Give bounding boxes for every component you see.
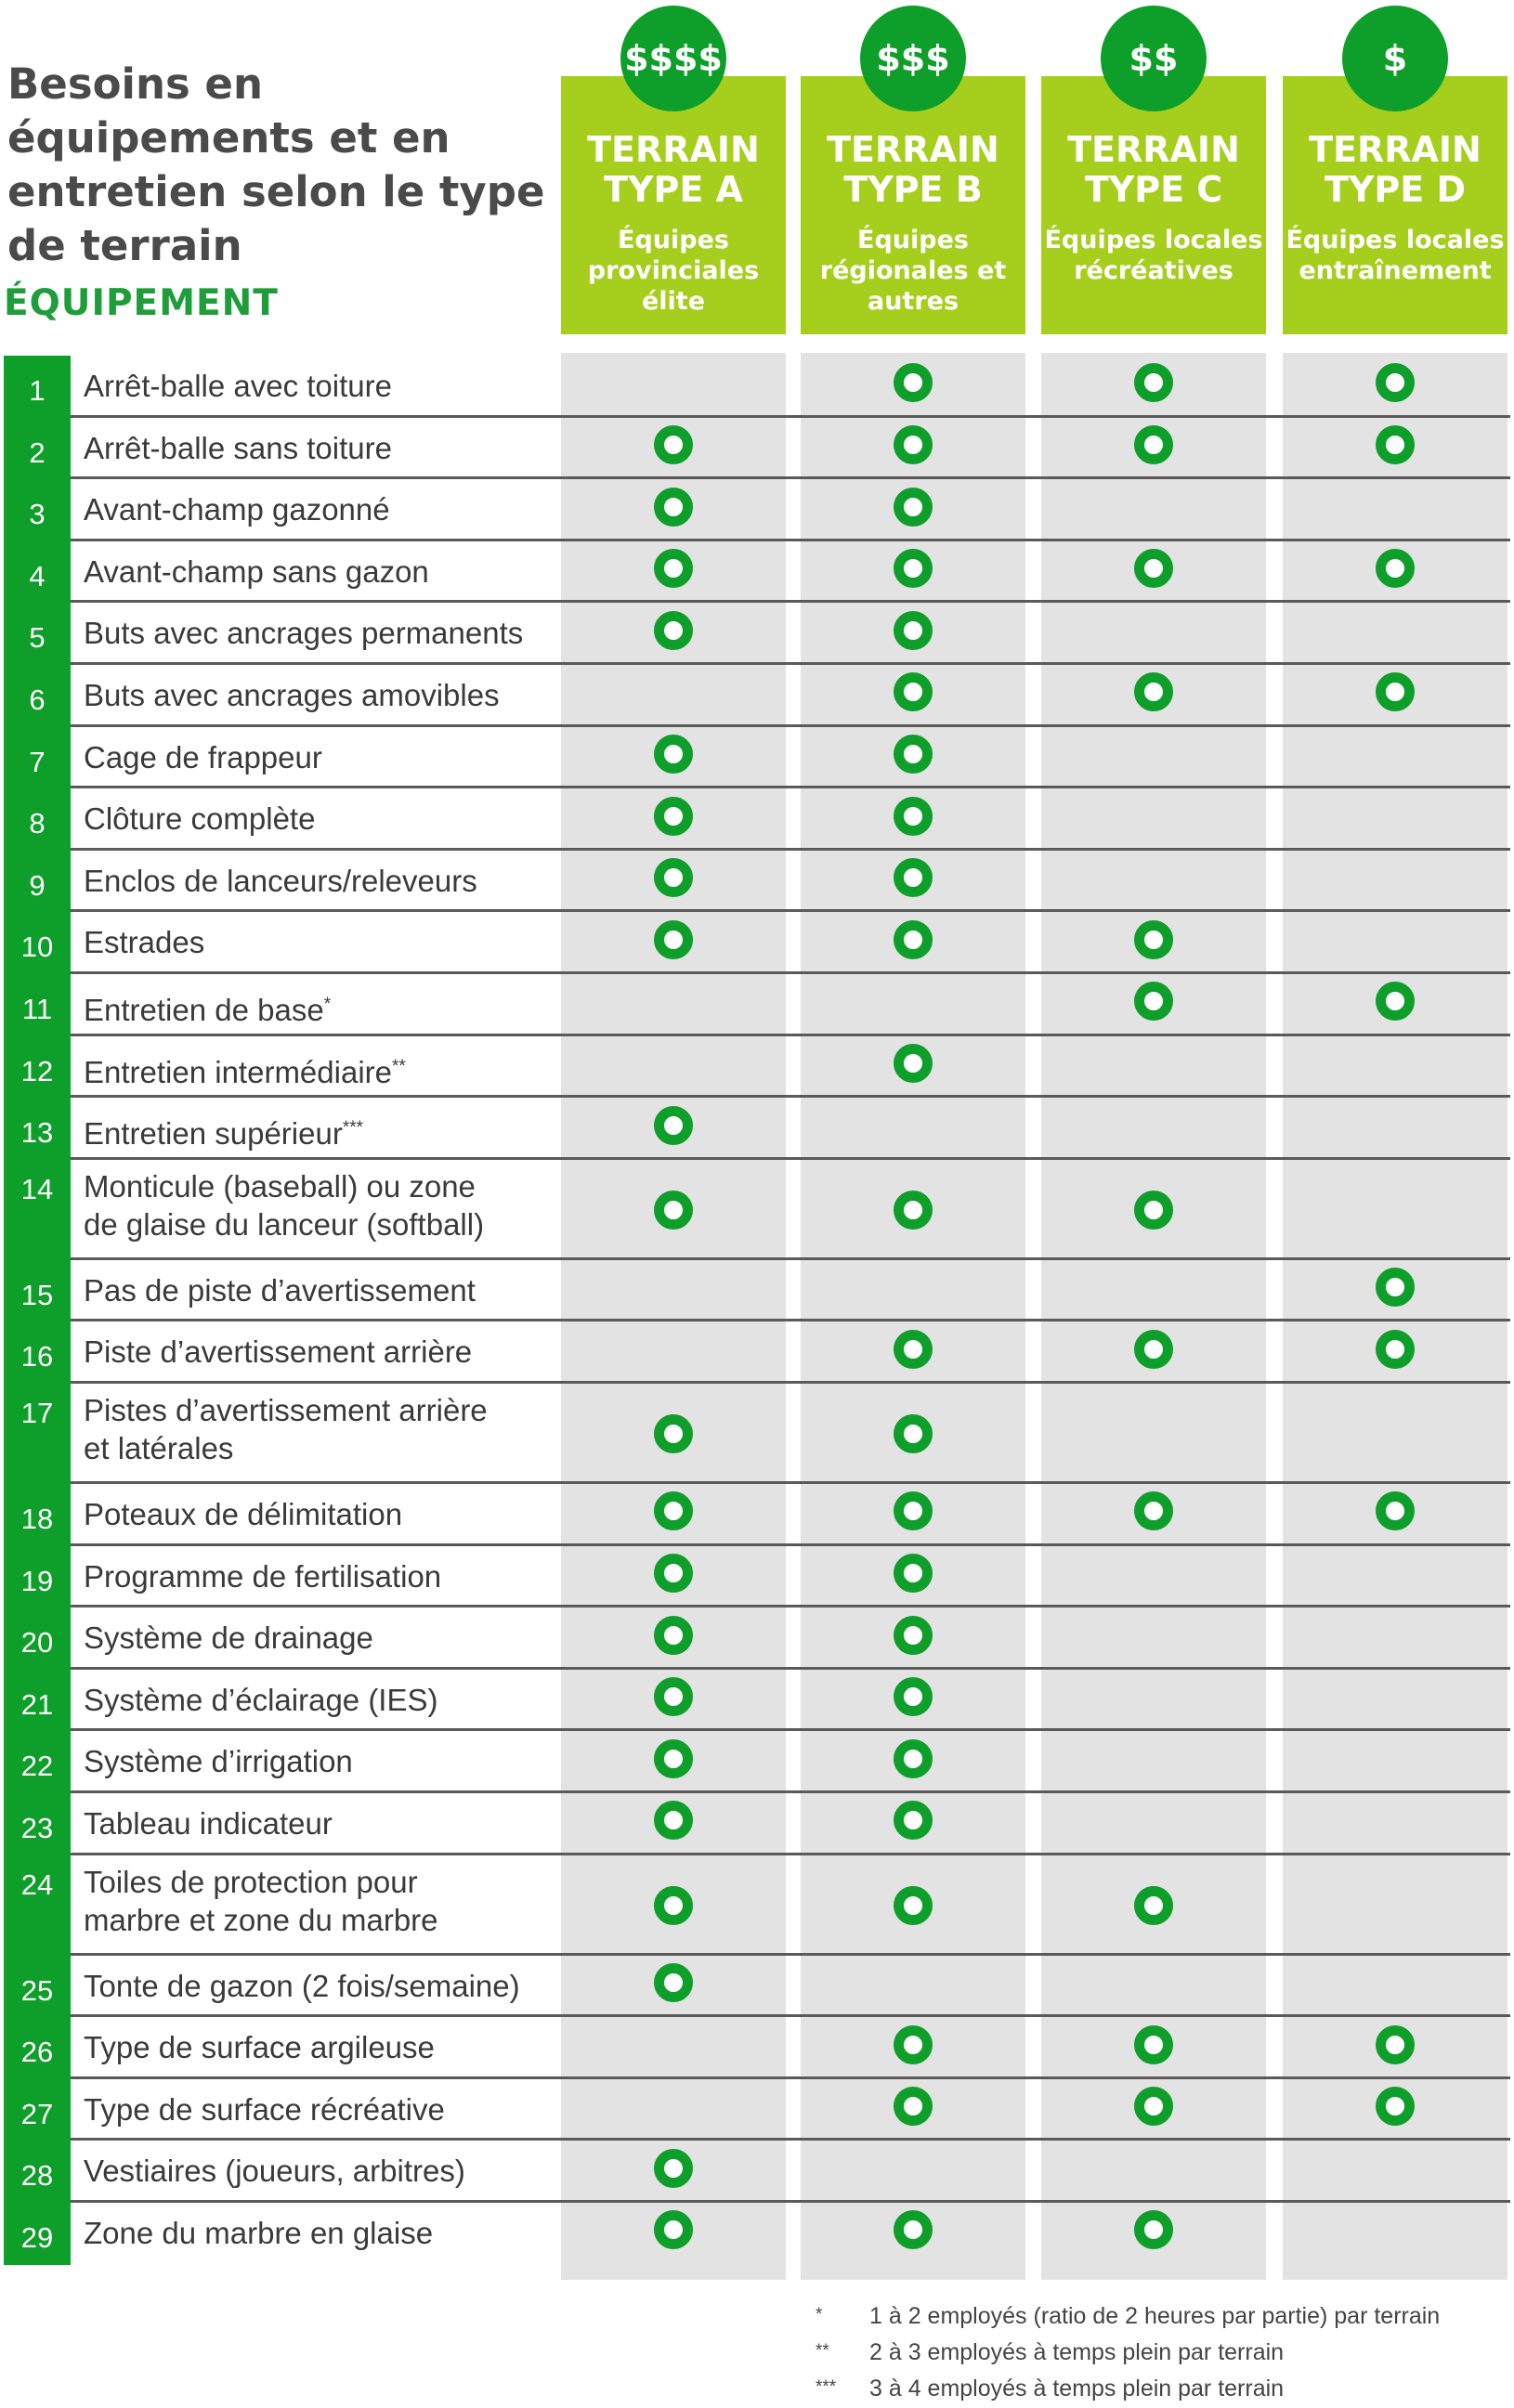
row-number-text: 27 xyxy=(20,2097,54,2130)
footnotes xyxy=(816,2297,1440,2406)
row-label xyxy=(84,1619,373,1657)
check-ring-icon xyxy=(894,920,933,959)
check-ring-icon xyxy=(894,797,933,836)
table-row xyxy=(4,1384,1510,1484)
check-ring-icon xyxy=(654,1414,693,1453)
check-ring-icon xyxy=(654,1491,693,1530)
terrain-subtitle: Équipes locales entraînement xyxy=(1286,226,1505,285)
row-number xyxy=(4,851,71,913)
check-ring-icon xyxy=(894,1044,933,1083)
check-ring-icon xyxy=(654,858,693,897)
column-header-terrain-d xyxy=(1283,76,1507,334)
row-label-text: Buts avec ancrages permanents xyxy=(84,616,524,651)
row-label-text: Poteaux de délimitation xyxy=(84,1497,403,1531)
check-ring-icon xyxy=(1376,982,1415,1021)
check-ring-icon xyxy=(654,797,693,836)
row-label xyxy=(84,1391,488,1467)
check-ring-icon xyxy=(654,1739,693,1778)
row-label xyxy=(84,1495,402,1533)
table-row xyxy=(4,603,1510,665)
table-row xyxy=(4,1793,1510,1855)
footnote-reference: *** xyxy=(342,1118,364,1139)
row-number-text: 17 xyxy=(20,1397,54,1429)
row-number xyxy=(4,1098,71,1160)
table-row xyxy=(4,1484,1510,1546)
row-label-text: Pas de piste d’avertissement xyxy=(84,1272,476,1308)
row-label xyxy=(84,923,204,961)
table-row xyxy=(4,1670,1510,1732)
row-number-text: 10 xyxy=(20,931,54,964)
check-ring-icon xyxy=(894,1739,933,1778)
equipment-column-header: ÉQUIPEMENT xyxy=(4,282,279,324)
row-label-text: Clôture complète xyxy=(84,801,316,837)
check-ring-icon xyxy=(654,1963,693,2002)
table-row xyxy=(4,1956,1510,2018)
terrain-subtitle: Équipes locales récréatives xyxy=(1044,226,1263,285)
table-row xyxy=(4,1036,1510,1099)
row-label xyxy=(84,2152,465,2190)
row-label xyxy=(84,2028,435,2066)
row-number-text: 22 xyxy=(20,1750,54,1783)
row-number-text: 3 xyxy=(29,498,46,531)
row-number xyxy=(4,665,71,727)
check-ring-icon xyxy=(894,735,933,774)
table-row xyxy=(4,1855,1510,1956)
row-label xyxy=(84,1681,437,1719)
row-number xyxy=(4,2203,71,2265)
check-ring-icon xyxy=(1134,1191,1173,1230)
check-ring-icon xyxy=(654,549,693,588)
table-row xyxy=(4,2079,1510,2141)
column-header-terrain-c xyxy=(1041,76,1266,334)
row-number-text: 24 xyxy=(20,1868,54,1901)
row-label xyxy=(84,614,523,652)
row-number-text: 28 xyxy=(20,2159,54,2193)
row-number xyxy=(4,1855,71,1956)
row-number-text: 16 xyxy=(20,1340,54,1373)
row-number xyxy=(4,1956,71,2018)
check-ring-icon xyxy=(654,1106,693,1145)
check-ring-icon xyxy=(894,488,933,527)
terrain-name: TERRAIN TYPE D xyxy=(1309,129,1481,210)
row-label xyxy=(84,800,315,838)
row-number xyxy=(4,541,71,604)
row-label xyxy=(84,367,392,405)
row-label-text: Enclos de lanceurs/releveurs xyxy=(84,863,477,898)
row-number-text: 8 xyxy=(29,807,46,840)
row-label xyxy=(84,676,500,714)
row-label xyxy=(84,1742,353,1780)
check-ring-icon xyxy=(894,1616,933,1655)
row-label-text: Entretien intermédiaire xyxy=(84,1054,392,1089)
row-label-text-line2: de glaise du lanceur (softball) xyxy=(84,1206,485,1242)
row-number xyxy=(4,1793,71,1855)
row-label-text: Cage de frappeur xyxy=(84,739,322,774)
footnote-3 xyxy=(816,2370,1440,2406)
check-ring-icon xyxy=(654,735,693,774)
table-row xyxy=(4,1260,1510,1322)
row-label-text: Toiles de protection pour xyxy=(84,1864,418,1899)
check-ring-icon xyxy=(654,1801,693,1840)
terrain-subtitle: Équipes provinciales élite xyxy=(587,226,760,316)
row-label-text: Entretien supérieur xyxy=(84,1116,343,1152)
terrain-name: TERRAIN TYPE C xyxy=(1067,129,1240,210)
column-header-terrain-b xyxy=(801,76,1025,334)
row-number xyxy=(4,1484,71,1546)
row-label-text: Pistes d’avertissement arrière xyxy=(84,1393,488,1427)
row-label-text: Zone du marbre en glaise xyxy=(84,2216,434,2250)
row-number-text: 2 xyxy=(29,436,46,469)
check-ring-icon xyxy=(654,2210,693,2249)
footnote-1 xyxy=(816,2297,1440,2334)
check-ring-icon xyxy=(1376,1491,1415,1530)
price-badge: $$$ xyxy=(860,6,966,111)
check-ring-icon xyxy=(894,1414,933,1453)
footnote-text: 2 à 3 employés à temps plein par terrain xyxy=(869,2339,1285,2365)
check-ring-icon xyxy=(1134,2087,1173,2126)
check-ring-icon xyxy=(894,611,933,650)
table-row xyxy=(4,1321,1510,1384)
row-number-text: 14 xyxy=(20,1172,54,1205)
check-ring-icon xyxy=(654,425,693,464)
check-ring-icon xyxy=(894,1491,933,1530)
row-label xyxy=(84,1557,441,1595)
row-label-text-line2: et latérales xyxy=(84,1431,234,1465)
check-ring-icon xyxy=(894,858,933,897)
check-ring-icon xyxy=(1134,1886,1173,1925)
table-row xyxy=(4,418,1510,480)
check-ring-icon xyxy=(894,363,933,402)
footnote-marker: ** xyxy=(816,2341,829,2361)
row-label-text: Système de drainage xyxy=(84,1621,373,1656)
table-row xyxy=(4,788,1510,851)
row-number xyxy=(4,603,71,665)
check-ring-icon xyxy=(894,1191,933,1230)
footnote-reference: ** xyxy=(392,1056,406,1076)
table-row xyxy=(4,2203,1510,2265)
footnote-marker: * xyxy=(816,2305,823,2324)
table-row xyxy=(4,1731,1510,1793)
check-ring-icon xyxy=(1376,425,1415,464)
row-label xyxy=(84,985,331,1029)
check-ring-icon xyxy=(654,1886,693,1925)
check-ring-icon xyxy=(654,2149,693,2188)
row-number-text: 18 xyxy=(20,1503,54,1535)
price-badge: $$$$ xyxy=(620,6,726,111)
row-number-text: 5 xyxy=(29,621,46,655)
row-number-text: 6 xyxy=(29,683,46,716)
row-number-text: 26 xyxy=(20,2036,54,2069)
row-label xyxy=(84,1333,472,1371)
row-number-text: 7 xyxy=(29,745,46,778)
check-ring-icon xyxy=(1134,2025,1173,2064)
check-ring-icon xyxy=(894,2087,933,2126)
table-row xyxy=(4,1098,1510,1160)
row-label xyxy=(84,1863,438,1939)
check-ring-icon xyxy=(1134,920,1173,959)
row-label-text: Système d’éclairage (IES) xyxy=(84,1682,438,1717)
check-ring-icon xyxy=(654,1677,693,1716)
table-row xyxy=(4,974,1510,1036)
table-row xyxy=(4,541,1510,604)
row-number xyxy=(4,418,71,480)
terrain-name: TERRAIN TYPE B xyxy=(827,129,999,210)
row-number-text: 29 xyxy=(20,2221,54,2254)
row-label xyxy=(84,1804,333,1842)
check-ring-icon xyxy=(894,2025,933,2064)
row-label-text: Entretien de base xyxy=(84,993,324,1027)
row-label-text: Monticule (baseball) ou zone xyxy=(84,1168,476,1204)
row-number-text: 4 xyxy=(29,559,46,592)
row-label-text: Type de surface récréative xyxy=(84,2091,445,2127)
row-number-text: 9 xyxy=(29,868,46,902)
row-label-text: Buts avec ancrages amovibles xyxy=(84,678,500,712)
row-label-text: Arrêt-balle sans toiture xyxy=(84,430,392,465)
row-label-text: Système d’irrigation xyxy=(84,1744,353,1779)
table-row xyxy=(4,2017,1510,2079)
row-number xyxy=(4,2017,71,2079)
row-label-text: Arrêt-balle avec toiture xyxy=(84,369,392,403)
row-number-text: 12 xyxy=(20,1054,54,1087)
check-ring-icon xyxy=(654,611,693,650)
check-ring-icon xyxy=(894,1677,933,1716)
check-ring-icon xyxy=(1376,2087,1415,2126)
row-label-text: Programme de fertilisation xyxy=(84,1558,442,1594)
row-number-text: 25 xyxy=(20,1973,54,2007)
row-label xyxy=(84,553,429,591)
footnote-reference: * xyxy=(323,995,332,1014)
row-label xyxy=(84,1048,406,1091)
row-number-text: 11 xyxy=(21,993,53,1025)
row-number xyxy=(4,1546,71,1608)
row-number xyxy=(4,1731,71,1793)
row-number-text: 19 xyxy=(20,1564,54,1597)
row-label-text: Avant-champ gazonné xyxy=(84,492,390,527)
table-row xyxy=(4,1608,1510,1670)
price-badge: $$ xyxy=(1101,6,1207,111)
footnote-text: 1 à 2 employés (ratio de 2 heures par partie) par terrain xyxy=(869,2303,1441,2329)
check-ring-icon xyxy=(1134,425,1173,464)
row-label xyxy=(84,1109,363,1152)
row-label xyxy=(84,2090,445,2128)
table-row xyxy=(4,1160,1510,1260)
table-row xyxy=(4,1546,1510,1608)
check-ring-icon xyxy=(1376,549,1415,588)
row-label-text: Piste d’avertissement arrière xyxy=(84,1334,473,1370)
check-ring-icon xyxy=(1376,363,1415,402)
check-ring-icon xyxy=(654,1616,693,1655)
check-ring-icon xyxy=(654,488,693,527)
check-ring-icon xyxy=(894,1330,933,1369)
row-label xyxy=(84,1167,484,1243)
row-number-text: 13 xyxy=(20,1116,54,1150)
check-ring-icon xyxy=(1376,2025,1415,2064)
row-number xyxy=(4,1160,71,1260)
row-number xyxy=(4,727,71,789)
row-number xyxy=(4,974,71,1036)
row-number-text: 21 xyxy=(20,1687,54,1721)
row-label xyxy=(84,429,392,467)
row-number xyxy=(4,2079,71,2141)
row-number xyxy=(4,2141,71,2203)
row-label xyxy=(84,862,477,900)
row-number-text: 23 xyxy=(20,1812,54,1844)
page-title: Besoins en équipements et en entretien selon le type de terrain xyxy=(7,59,545,270)
check-ring-icon xyxy=(894,1886,933,1925)
check-ring-icon xyxy=(1134,982,1173,1021)
check-ring-icon xyxy=(894,2210,933,2249)
check-ring-icon xyxy=(1134,2210,1173,2249)
footnote-2 xyxy=(816,2334,1440,2370)
row-label-text-line2: marbre et zone du marbre xyxy=(84,1902,438,1937)
check-ring-icon xyxy=(1376,1330,1415,1369)
table-row xyxy=(4,912,1510,974)
check-ring-icon xyxy=(894,672,933,711)
check-ring-icon xyxy=(894,425,933,464)
check-ring-icon xyxy=(1134,1491,1173,1530)
row-number-text: 1 xyxy=(29,374,46,407)
check-ring-icon xyxy=(1376,1268,1415,1307)
row-label xyxy=(84,738,322,776)
check-ring-icon xyxy=(1134,549,1173,588)
check-ring-icon xyxy=(654,1191,693,1230)
terrain-subtitle: Équipes régionales et autres xyxy=(819,226,1007,316)
row-number xyxy=(4,1321,71,1384)
column-header-terrain-a xyxy=(561,76,786,334)
footnote-marker: *** xyxy=(816,2377,837,2397)
row-label xyxy=(84,490,390,528)
row-number xyxy=(4,1670,71,1732)
check-ring-icon xyxy=(894,1554,933,1593)
row-label-text: Type de surface argileuse xyxy=(84,2030,435,2065)
footnote-text: 3 à 4 employés à temps plein par terrain xyxy=(869,2375,1285,2401)
price-badge: $ xyxy=(1342,6,1448,111)
check-ring-icon xyxy=(1376,672,1415,711)
table-row xyxy=(4,479,1510,541)
check-ring-icon xyxy=(1134,363,1173,402)
check-ring-icon xyxy=(894,1801,933,1840)
row-label-text: Vestiaires (joueurs, arbitres) xyxy=(84,2154,465,2189)
row-label xyxy=(84,1967,520,2005)
row-number xyxy=(4,912,71,974)
row-number xyxy=(4,788,71,851)
row-number xyxy=(4,1036,71,1099)
row-number xyxy=(4,1260,71,1322)
row-label-text: Tableau indicateur xyxy=(84,1806,333,1841)
row-label xyxy=(84,1271,476,1309)
row-label-text: Tonte de gazon (2 fois/semaine) xyxy=(84,1968,520,2003)
row-number-text: 15 xyxy=(20,1278,54,1311)
terrain-name: TERRAIN TYPE A xyxy=(587,129,760,210)
table-row xyxy=(4,727,1510,789)
check-ring-icon xyxy=(1134,1330,1173,1369)
row-number xyxy=(4,1384,71,1484)
row-number-text: 20 xyxy=(20,1626,54,1660)
table-row xyxy=(4,665,1510,727)
check-ring-icon xyxy=(654,1554,693,1593)
check-ring-icon xyxy=(1134,672,1173,711)
check-ring-icon xyxy=(894,549,933,588)
check-ring-icon xyxy=(654,920,693,959)
row-label-text: Estrades xyxy=(84,925,205,960)
row-label-text: Avant-champ sans gazon xyxy=(84,553,429,589)
table-row xyxy=(4,2141,1510,2203)
table-row xyxy=(4,356,1510,418)
row-number xyxy=(4,1608,71,1670)
row-number xyxy=(4,479,71,541)
table-row xyxy=(4,851,1510,913)
row-number xyxy=(4,356,71,418)
row-label xyxy=(84,2214,433,2252)
